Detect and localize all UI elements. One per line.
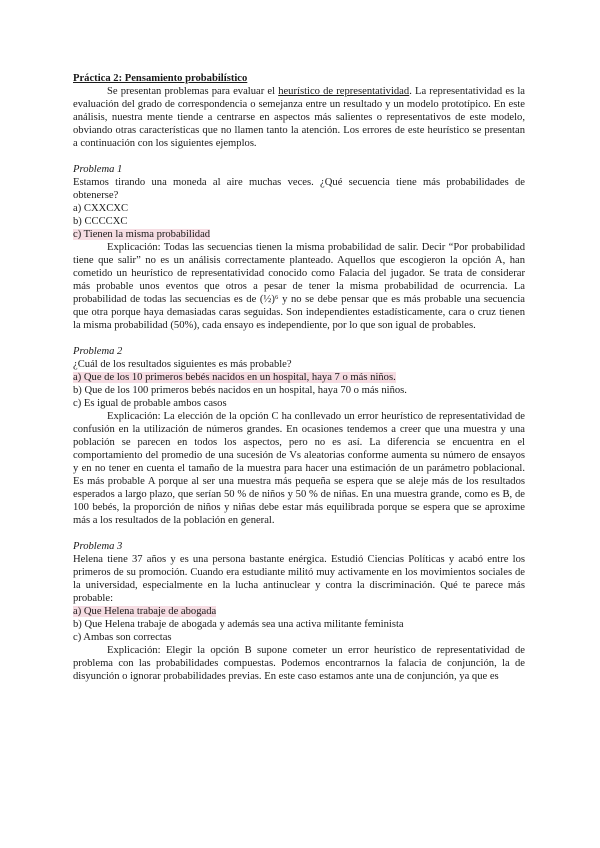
- problem2-option-b: b) Que de los 100 primeros bebés nacidos en un hospital, haya 70 o más niños.: [73, 385, 407, 396]
- highlighted-answer: a) Que de los 10 primeros bebés nacidos en un hospital, haya 7 o más niños.: [73, 372, 396, 383]
- problem1-option-b: b) CCCCXC: [73, 216, 128, 227]
- problem1-option-c: [73, 228, 525, 241]
- problem3-heading: Problema 3: [73, 541, 123, 552]
- problem1-explanation: Explicación: Todas las secuencias tienen la misma probabilidad de salir. Decir “Por probabilidad tiene que salir” no es un análisis correctamente planteado. Aquellos que escogieron la opción A, han cometido un heurístico de representatividad conocido como Falacia del jugador. Se trata de considerar más probable unos eventos que otros a pesar de tener la misma probabilidad de ocurrencia. La probabilidad de todas las secuencias es de (½)⁶ y no se debe pensar que es más probable una secuencia que otra porque haya demasiadas caras seguidas. Son independientes estadísticamente, cara o cruz tienen la misma probabilidad (50%), cada ensayo es independiente, por lo que son igual de probables.: [73, 242, 525, 331]
- problem2-option-c: c) Es igual de probable ambos casos: [73, 398, 227, 409]
- representativeness-link[interactable]: heurístico de representatividad: [278, 86, 410, 97]
- problem3-explanation: Explicación: Elegir la opción B supone cometer un error heurístico de representatividad de problema con las probabilidades compuestas. Podemos encontrarnos la falacia de conjunción, la de disyunción o ignorar probabilidades previas. En este caso estamos ante una de conjunción, ya que es: [73, 645, 525, 682]
- problem1-question: Estamos tirando una moneda al aire muchas veces. ¿Qué secuencia tiene más probabilidades de obtenerse?: [73, 177, 525, 201]
- problem3-question: Helena tiene 37 años y es una persona bastante enérgica. Estudió Ciencias Políticas y acabó entre los primeros de su promoción. Cuando era estudiante militó muy activamente en los movimientos sociales de la universidad, especialmente en la lucha antinuclear y contra la discriminación. Qué te parece más probable:: [73, 554, 525, 604]
- problem2-explanation: Explicación: La elección de la opción C ha conllevado un error heurístico de representatividad de confusión en la utilización de números grandes. En ocasiones tendemos a creer que una muestra y una población se parecen en todos los aspectos, pero no es así. La diferencia se encuentra en el comportamiento del promedio de una sucesión de Vs aleatorias conforme aumenta su número de ensayos y en no tener en cuenta el tamaño de la muestra para hacer una estimación de un parámetro poblacional. Es más probable A porque al ser una muestra más pequeña se espera que se aleje más de los resultados esperados a largo plazo, que serían 50 % de niños y 50 % de niñas. En una muestra grande, como es B, de 100 bebés, la proporción de niños y niñas debe estar más equilibrada porque se espera que se aproxime más a los resultados de la población en general.: [73, 411, 525, 526]
- problem3-option-b: b) Que Helena trabaje de abogada y además sea una activa militante feminista: [73, 619, 404, 630]
- problem2-heading: Problema 2: [73, 346, 123, 357]
- problem1-option-a: a) CXXCXC: [73, 203, 129, 214]
- document-body: [73, 72, 525, 683]
- problem1-heading: Problema 1: [73, 164, 123, 175]
- highlighted-answer: c) Tienen la misma probabilidad: [73, 229, 211, 240]
- highlighted-answer: a) Que Helena trabaje de abogada: [73, 606, 217, 617]
- problem2-question: ¿Cuál de los resultados siguientes es más probable?: [73, 359, 292, 370]
- intro-paragraph: Se presentan problemas para evaluar el heurístico de representatividad. La representatividad es la evaluación del grado de correspondencia o semejanza entre un resultado y un modelo prototípico. En este análisis, nuestra mente tiende a centrarse en aspectos más salientes o representativos de este modelo, obviando otras características que no llamen tanto la atención. Los errores de este heurístico se presentan a continuación con los siguientes ejemplos.: [73, 86, 525, 149]
- problem3-option-a: [73, 605, 525, 618]
- problem3-option-c: c) Ambas son correctas: [73, 632, 172, 643]
- problem2-option-a: [73, 371, 525, 384]
- page-title: Práctica 2: Pensamiento probabilístico: [73, 73, 248, 84]
